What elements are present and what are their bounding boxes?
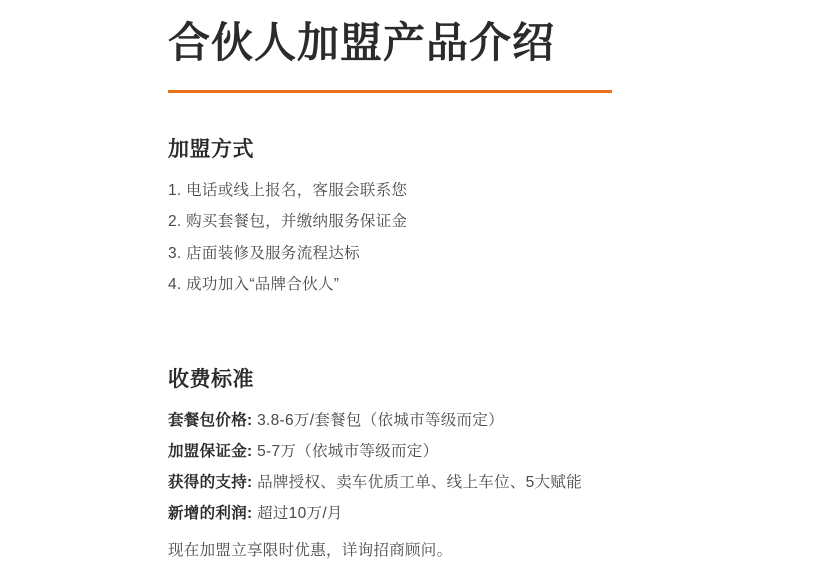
section-heading-join-method: 加盟方式	[168, 136, 254, 161]
title-block	[0, 0, 831, 93]
join-method-step-list	[168, 175, 831, 301]
fee-standard-list	[168, 405, 831, 560]
section-heading-fee-standard: 收费标准	[168, 366, 254, 391]
fee-value: 3.8-6万/套餐包（依城市等级而定）	[257, 411, 504, 429]
list-item: 2. 购买套餐包，并缴纳服务保证金	[168, 213, 408, 231]
list-item: 4. 成功加入“品牌合伙人”	[168, 276, 340, 294]
fee-label: 获得的支持:	[168, 473, 253, 491]
section-fee-standard	[0, 363, 831, 560]
fee-value: 品牌授权、卖车优质工单、线上车位、5大赋能	[257, 473, 582, 491]
list-item: 3. 店面装修及服务流程达标	[168, 244, 360, 262]
section-join-method	[0, 133, 831, 301]
fee-promotion-note: 现在加盟立享限时优惠，详询招商顾问。	[168, 541, 453, 559]
list-item: 1. 电话或线上报名，客服会联系您	[168, 181, 408, 199]
table-row	[168, 436, 831, 467]
fee-label: 加盟保证金:	[168, 442, 253, 460]
fee-value: 超过10万/月	[257, 504, 343, 522]
fee-value: 5-7万（依城市等级而定）	[257, 442, 439, 460]
fee-label: 套餐包价格:	[168, 411, 253, 429]
table-row	[168, 498, 831, 529]
page-title: 合伙人加盟产品介绍	[168, 18, 556, 67]
table-row	[168, 467, 831, 498]
title-underline-rule	[168, 90, 612, 93]
fee-label: 新增的利润:	[168, 504, 253, 522]
table-row	[168, 405, 831, 436]
